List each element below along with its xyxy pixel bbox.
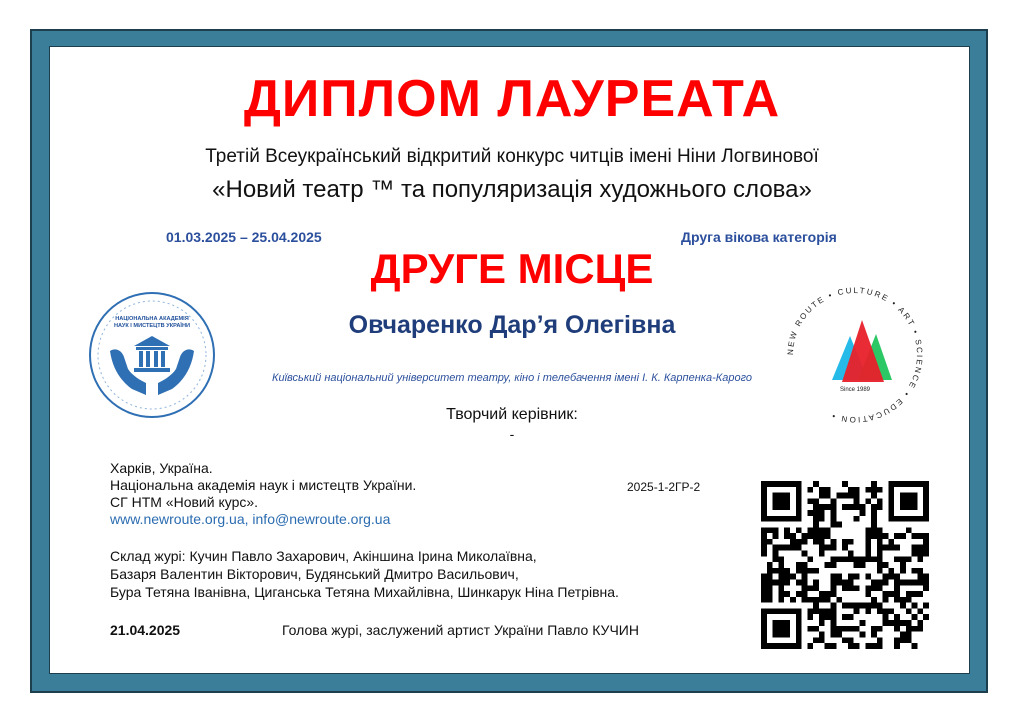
jury-line: Базаря Валентин Вікторович, Будянський Дмитро Васильович, [110, 566, 519, 582]
jury-head: Голова журі, заслужений артист України Павло КУЧИН [282, 622, 639, 638]
laureate-name: Овчаренко Дар’я Олегівна [348, 311, 676, 339]
contest-name: «Новий театр ™ та популяризація художнього слова» [212, 176, 812, 203]
org-academy: Національна академія наук і мистецтв України. [110, 477, 417, 493]
diploma-title: ДИПЛОМ ЛАУРЕАТА [243, 70, 781, 128]
org-city: Харків, Україна. [110, 460, 213, 476]
triangles-logo-icon [780, 280, 930, 430]
supervisor-label: Творчий керівник: [446, 406, 578, 423]
university-name: Київський національний університет театру, кіно і телебачення імені І. К. Карпенка-Карого [272, 372, 752, 384]
organizer-block [110, 460, 416, 528]
contest-dates: 01.03.2025 – 25.04.2025 [166, 229, 322, 245]
age-category: Друга вікова категорія [681, 229, 837, 245]
contest-subtitle: Третій Всеукраїнський відкритий конкурс читців імені Ніни Логвинової [205, 146, 819, 167]
logo-since-text: Since 1989 [839, 387, 871, 393]
jury-line: Бура Тетяна Іванівна, Циганська Тетяна Михайлівна, Шинкарук Ніна Петрівна. [110, 584, 619, 600]
qr-code[interactable] [760, 481, 930, 649]
org-group: СГ НТМ «Новий курс». [110, 494, 259, 510]
issue-date: 21.04.2025 [110, 622, 181, 638]
supervisor-value: - [509, 426, 515, 442]
logo-top-text: НАЦІОНАЛЬНА АКАДЕМІЯ [115, 316, 189, 322]
org-website-link[interactable]: www.newroute.org.ua, info@newroute.org.ua [110, 511, 391, 527]
logo-bottom-text: НАУК І МИСТЕЦТВ УКРАЇНИ [113, 323, 191, 329]
jury-block [110, 547, 619, 601]
jury-line: Склад журі: Кучин Павло Захарович, Акіншина Ірина Миколаївна, [110, 548, 537, 564]
diploma-code: 2025-1-2ГР-2 [627, 480, 701, 494]
award-place: ДРУГЕ МІСЦЕ [370, 245, 654, 292]
academy-hands-building-icon [88, 291, 216, 419]
logo-ring-text: NEW ROUTE • CULTURE • ART • SCIENCE • EDUCATION • [785, 285, 925, 425]
